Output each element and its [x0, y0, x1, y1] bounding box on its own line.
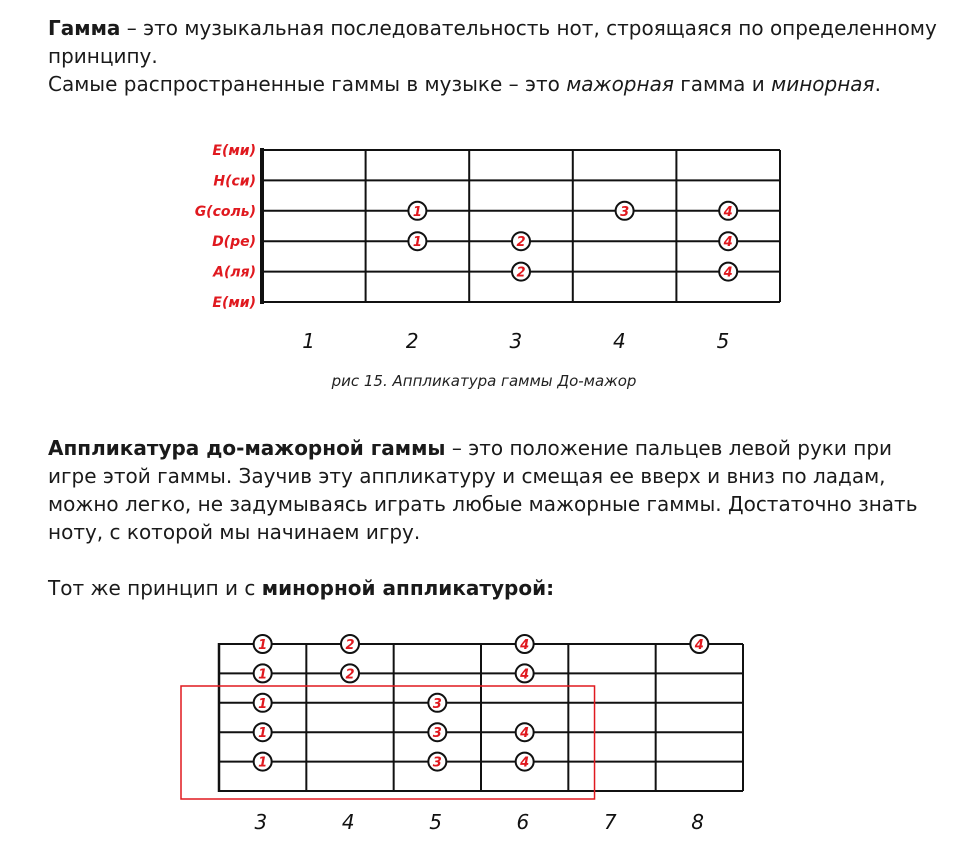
finger-number: 3: [620, 204, 630, 220]
finger-number: 4: [723, 235, 733, 251]
fig2-note: [254, 664, 272, 682]
word-major: мажорная: [566, 72, 674, 96]
fig1-fret-number: 1: [302, 329, 315, 353]
fig2-note: [516, 664, 534, 682]
fig2-fret-number: 8: [691, 810, 704, 834]
finger-number: 1: [258, 696, 268, 712]
finger-number: 3: [432, 726, 442, 742]
fig2-note: [341, 664, 359, 682]
fig2-fret-number: 5: [429, 810, 442, 834]
term-minor-fingering: минорной аппликатурой:: [261, 576, 555, 600]
finger-number: 4: [723, 265, 733, 281]
finger-number: 2: [516, 265, 526, 281]
finger-number: 2: [345, 667, 355, 683]
fig2-fret-number: 6: [516, 810, 530, 834]
term-major-fingering: Аппликатура до-мажорной гаммы: [48, 436, 446, 460]
section2-paragraph: [48, 434, 928, 546]
fig2-fret-number: 7: [603, 810, 617, 834]
fig2-note: [428, 753, 446, 771]
finger-number: 1: [412, 235, 422, 251]
fig1-string-label: D(ре): [212, 234, 256, 251]
figure-caption: рис 15. Аппликатура гаммы До-мажор: [331, 372, 637, 390]
finger-number: 1: [258, 667, 268, 683]
finger-number: 3: [432, 696, 442, 712]
fig2-note: [690, 635, 708, 653]
fig1-fret-number: 2: [405, 329, 419, 353]
finger-number: 3: [432, 755, 442, 771]
finger-number: 2: [516, 235, 526, 251]
word-minor: минорная: [771, 72, 875, 96]
fig2-note: [254, 694, 272, 712]
fig2-fret-number: 3: [254, 810, 268, 834]
fig1-string-label: H(си): [213, 173, 256, 190]
fig2-note: [516, 635, 534, 653]
finger-number: 1: [258, 726, 268, 742]
finger-number: 4: [520, 638, 530, 653]
fig1-fret-number: 3: [509, 329, 523, 353]
term-gamma: Гамма: [48, 16, 121, 40]
finger-number: 2: [345, 638, 355, 653]
fig2-note: [341, 635, 359, 653]
fig1-string-label: E(ми): [212, 143, 256, 159]
fig1-note: [512, 232, 530, 250]
finger-number: 4: [520, 667, 530, 683]
fig2-fret-number: 4: [341, 810, 355, 834]
fig1-note: [408, 202, 426, 220]
fig1-note: [719, 232, 737, 250]
fig1-note: [719, 202, 737, 220]
section3-paragraph: [48, 574, 554, 602]
fig1-note: [616, 202, 634, 220]
intro-line2-end: .: [874, 72, 881, 96]
fig1-note: [408, 232, 426, 250]
section3-text: Тот же принцип и с: [48, 576, 262, 600]
intro-line2-start: Самые распространенные гаммы в музыке – это: [48, 72, 567, 96]
fig1-string-label: G(соль): [194, 203, 256, 220]
fig1-fret-number: 5: [716, 329, 730, 353]
finger-number: 1: [258, 638, 268, 653]
fig2-note: [516, 753, 534, 771]
section2-text: – это положение пальцев левой руки при игре этой гаммы. Заучив эту аппликатуру и смещая ее вверх и вниз по ладам, можно легко, не задумываясь играть любые мажорные гаммы. Достаточно знать ноту, с которой мы начинаем игру.: [48, 436, 918, 544]
fig2-note: [428, 723, 446, 741]
fig2-note: [516, 723, 534, 741]
fig1-string-label: E(ми): [212, 295, 256, 311]
finger-number: 4: [520, 726, 530, 742]
finger-number: 4: [723, 204, 733, 220]
fig2-note: [254, 723, 272, 741]
finger-number: 1: [412, 204, 422, 220]
fig1-string-label: A(ля): [213, 264, 256, 281]
fig1-note: [512, 263, 530, 281]
finger-number: 4: [520, 755, 530, 771]
finger-number: 4: [694, 638, 704, 653]
fig1-note: [719, 263, 737, 281]
gamma-definition: – это музыкальная последовательность нот, строящаяся по определенному принципу.: [48, 16, 937, 68]
fig2-note: [428, 694, 446, 712]
fig1-fret-number: 4: [613, 329, 626, 353]
fig2-note: [254, 753, 272, 771]
finger-number: 1: [258, 755, 268, 771]
fig2-note: [254, 635, 272, 653]
intro-line2-mid: гамма и: [673, 72, 772, 96]
